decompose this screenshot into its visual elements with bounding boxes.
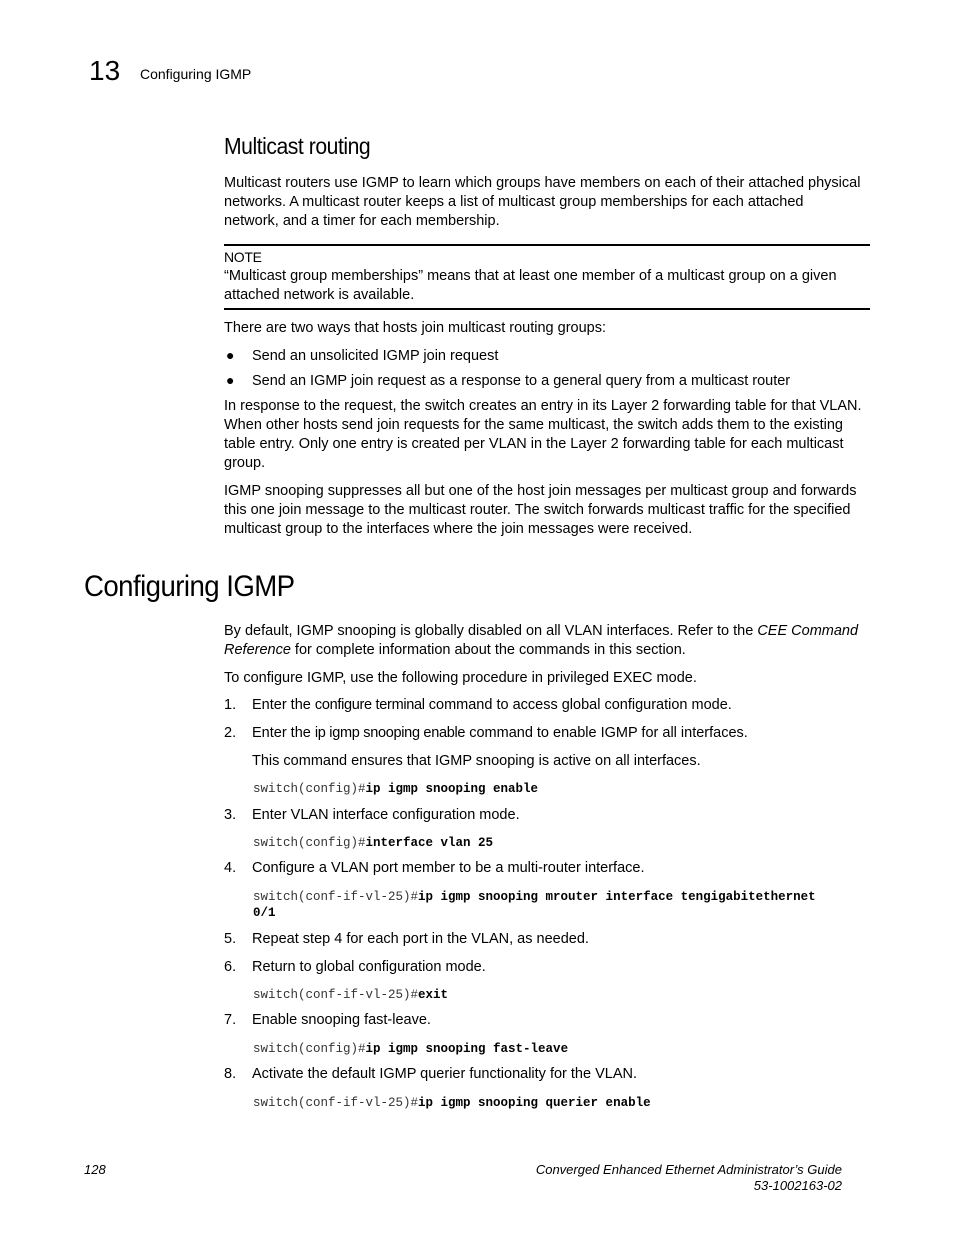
step-text: Repeat step 4 for each port in the VLAN, as needed. xyxy=(252,931,589,947)
code-prompt: switch(conf-if-vl-25)# xyxy=(253,988,419,1002)
guide-title: Converged Enhanced Ethernet Administrator’s Guide xyxy=(535,1162,842,1177)
text-line: multicast group to the interfaces where the join messages were received. xyxy=(224,521,693,537)
intro-paragraph xyxy=(224,174,872,231)
chapter-title: Configuring IGMP xyxy=(140,66,252,82)
chapter-number: 13 xyxy=(89,55,121,86)
text-line: “Multicast group memberships” means that at least one member of a multicast group on a given xyxy=(224,268,837,284)
code-prompt: switch(config)# xyxy=(253,836,366,850)
note-text xyxy=(224,267,872,305)
text-span: command to enable IGMP for all interfaces. xyxy=(465,725,748,741)
text-line: this one join message to the multicast router. The switch forwards multicast traffic for the specified xyxy=(224,502,851,518)
text-line: IGMP snooping suppresses all but one of the host join messages per multicast group and forwards xyxy=(224,483,857,499)
code-command: exit xyxy=(418,988,449,1002)
section-heading-multicast-routing: Multicast routing xyxy=(224,133,371,159)
text-line: attached network is available. xyxy=(224,287,415,303)
step-number: 3. xyxy=(224,807,237,823)
doc-number: 53-1002163-02 xyxy=(753,1178,842,1193)
section-heading-configuring-igmp: Configuring IGMP xyxy=(84,570,295,603)
list-item: Send an IGMP join request as a response to a general query from a multicast router xyxy=(252,373,791,389)
text-span: for complete information about the commands in this section. xyxy=(290,642,686,658)
step-note: This command ensures that IGMP snooping is active on all interfaces. xyxy=(252,753,701,769)
command-term: configure terminal xyxy=(314,697,425,713)
code-command: ip igmp snooping fast-leave xyxy=(365,1042,569,1056)
text-span: Enter the xyxy=(252,725,315,741)
step-text: Configure a VLAN port member to be a multi-router interface. xyxy=(252,860,645,876)
text-line: Multicast routers use IGMP to learn which groups have members on each of their attached physical xyxy=(224,175,861,191)
note-top-rule xyxy=(224,244,870,246)
default-paragraph xyxy=(224,622,872,660)
code-block xyxy=(253,1095,651,1111)
code-command: ip igmp snooping mrouter interface tengigabitethernet xyxy=(418,890,816,904)
text-line: networks. A multicast router keeps a list of multicast group memberships for each attached xyxy=(224,194,804,210)
ways-intro: There are two ways that hosts join multicast routing groups: xyxy=(224,320,607,336)
code-command: interface vlan 25 xyxy=(365,836,494,850)
text-line: When other hosts send join requests for the same multicast, the switch adds them to the existing xyxy=(224,417,843,433)
step-number: 8. xyxy=(224,1066,237,1082)
code-prompt: switch(config)# xyxy=(253,1042,366,1056)
page-number: 128 xyxy=(84,1162,106,1177)
snooping-paragraph xyxy=(224,482,872,539)
code-command: ip igmp snooping querier enable xyxy=(418,1096,651,1110)
text-line: network, and a timer for each membership. xyxy=(224,213,500,229)
note-bottom-rule xyxy=(224,308,870,310)
code-block xyxy=(253,1041,568,1057)
step-text: Enter VLAN interface configuration mode. xyxy=(252,807,520,823)
code-prompt: switch(conf-if-vl-25)# xyxy=(253,1096,419,1110)
response-paragraph xyxy=(224,397,872,473)
step-text: Return to global configuration mode. xyxy=(252,959,486,975)
reference-title: CEE Command xyxy=(757,623,859,639)
step-number: 6. xyxy=(224,959,237,975)
text-line: group. xyxy=(224,455,266,471)
step-text: Activate the default IGMP querier functionality for the VLAN. xyxy=(252,1066,637,1082)
note-label: NOTE xyxy=(224,249,262,265)
code-prompt: switch(conf-if-vl-25)# xyxy=(253,890,419,904)
step-number: 2. xyxy=(224,725,237,741)
text-span: command to access global configuration mode. xyxy=(424,697,732,713)
command-term: ip igmp snooping enable xyxy=(314,725,466,741)
list-item: Send an unsolicited IGMP join request xyxy=(252,348,499,364)
step-number: 5. xyxy=(224,931,237,947)
step-number: 7. xyxy=(224,1012,237,1028)
code-block xyxy=(253,835,493,851)
text-line: table entry. Only one entry is created per VLAN in the Layer 2 forwarding table for each multicast xyxy=(224,436,844,452)
text-span: Enter the xyxy=(252,697,315,713)
procedure-intro: To configure IGMP, use the following procedure in privileged EXEC mode. xyxy=(224,670,697,686)
step-text: Enable snooping fast-leave. xyxy=(252,1012,431,1028)
code-command: 0/1 xyxy=(253,906,276,920)
step-text xyxy=(252,725,872,741)
bullet-icon: ● xyxy=(226,372,235,388)
text-span: By default, IGMP snooping is globally disabled on all VLAN interfaces. Refer to the xyxy=(224,623,758,639)
code-block xyxy=(253,781,538,797)
code-command: ip igmp snooping enable xyxy=(365,782,539,796)
step-number: 4. xyxy=(224,860,237,876)
reference-title: Reference xyxy=(224,642,291,658)
bullet-icon: ● xyxy=(226,347,235,363)
step-number: 1. xyxy=(224,697,237,713)
step-text xyxy=(252,697,872,713)
code-block xyxy=(253,987,448,1003)
text-line: In response to the request, the switch creates an entry in its Layer 2 forwarding table for that VLAN. xyxy=(224,398,862,414)
code-prompt: switch(config)# xyxy=(253,782,366,796)
code-block xyxy=(253,889,816,921)
